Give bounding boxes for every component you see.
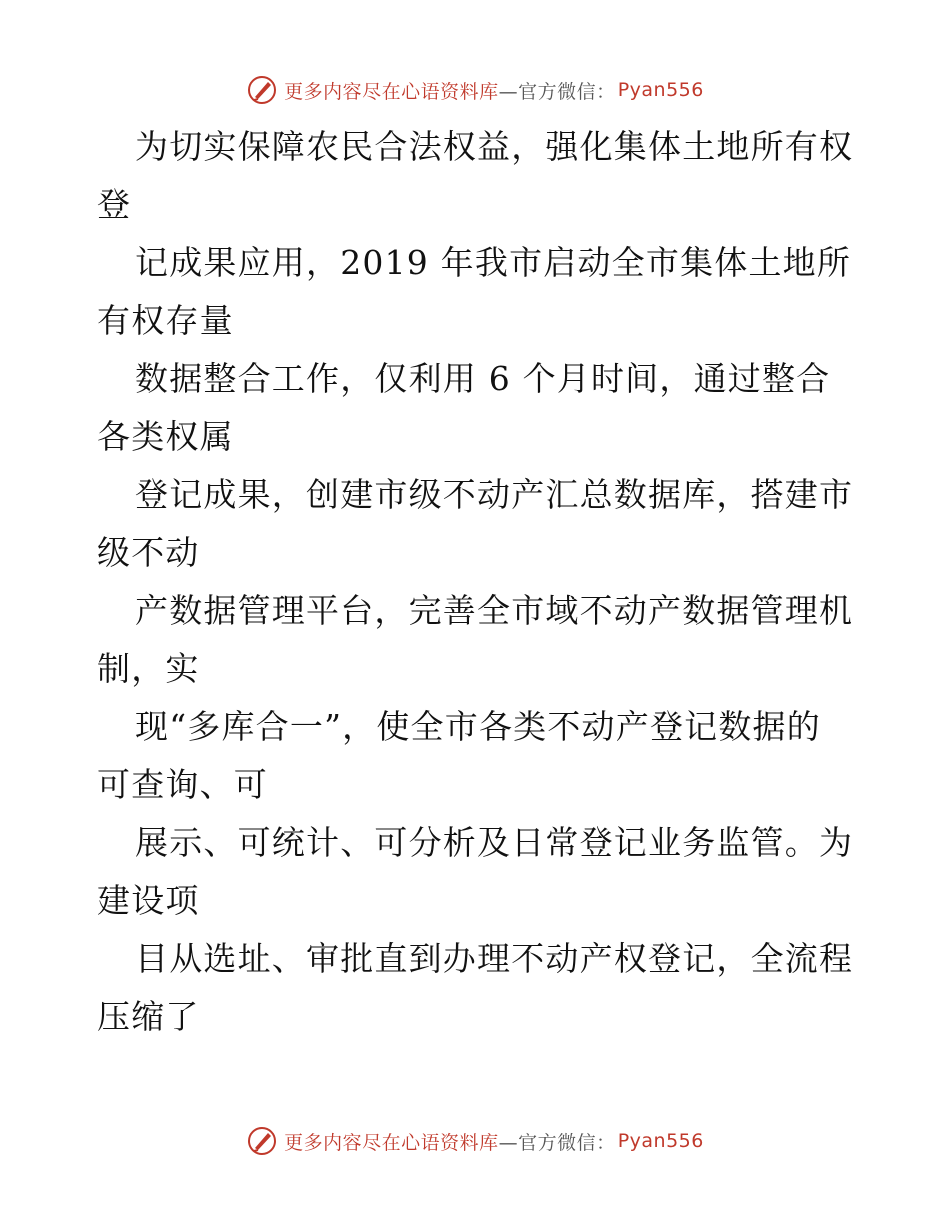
text-line: 制，实 xyxy=(97,649,200,688)
text-line: 有权存量 xyxy=(97,301,234,340)
text-line: 压缩了 xyxy=(97,997,200,1036)
text-line: 产数据管理平台，完善全市域不动产数据管理机 xyxy=(135,591,854,630)
text-line: 目从选址、审批直到办理不动产权登记，全流程 xyxy=(135,939,854,978)
text-line: 为切实保障农民合法权益，强化集体土地所有权 xyxy=(135,127,854,166)
watermark-wechat-id: Pyan556 xyxy=(617,79,704,101)
text-line: 建设项 xyxy=(97,881,200,920)
watermark-site-name: 更多内容尽在心语资料库 xyxy=(284,80,499,103)
text-line: 登 xyxy=(97,185,132,224)
header-watermark xyxy=(0,73,950,107)
text-line: 数据整合工作，仅利用 6 个月时间，通过整合 xyxy=(135,359,831,398)
feather-pen-logo-icon xyxy=(246,74,278,106)
feather-pen-logo-icon xyxy=(246,1125,278,1157)
watermark-wechat-id: Pyan556 xyxy=(617,1130,704,1152)
text-line: 展示、可统计、可分析及日常登记业务监管。为 xyxy=(135,823,854,862)
document-body xyxy=(97,118,857,1046)
text-line: 可查询、可 xyxy=(97,765,268,804)
text-line: 各类权属 xyxy=(97,417,234,456)
watermark-wechat-label: —官方微信： xyxy=(498,1131,616,1154)
text-line: 登记成果，创建市级不动产汇总数据库，搭建市 xyxy=(135,475,854,514)
watermark-wechat-label: —官方微信： xyxy=(498,80,616,103)
footer-watermark xyxy=(0,1124,950,1158)
text-line: 现“多库合一”，使全市各类不动产登记数据的 xyxy=(135,707,821,746)
text-line: 级不动 xyxy=(97,533,200,572)
watermark-site-name: 更多内容尽在心语资料库 xyxy=(284,1131,499,1154)
text-line: 记成果应用，2019 年我市启动全市集体土地所 xyxy=(135,243,852,282)
